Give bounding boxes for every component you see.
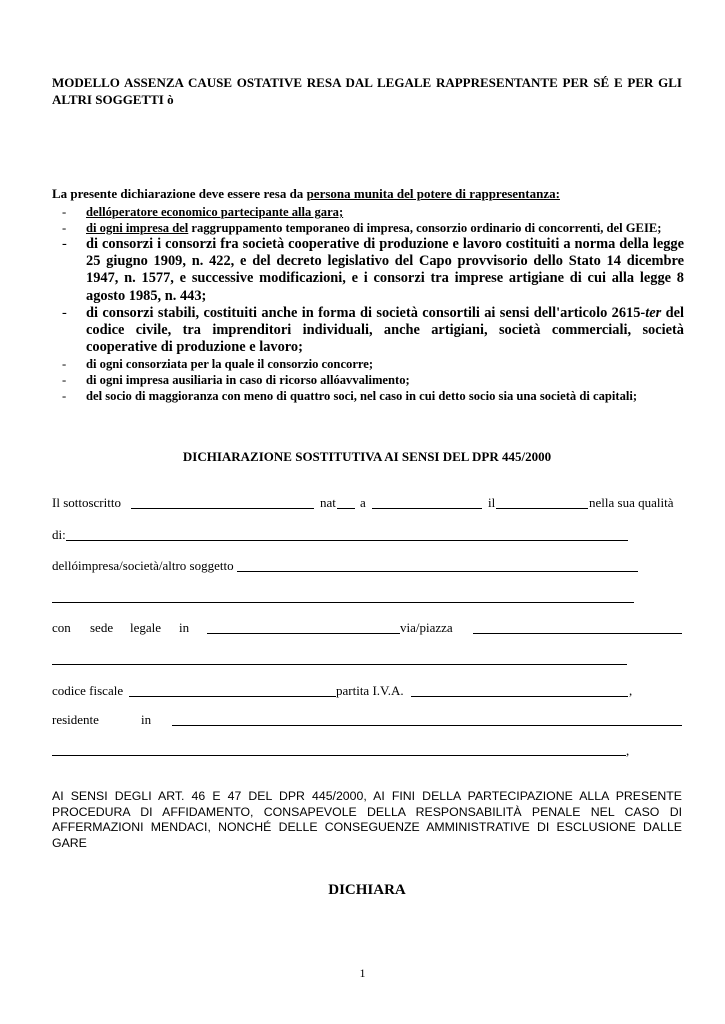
list-item — [52, 220, 684, 236]
label-nat: nat — [320, 495, 336, 510]
list-dash: - — [62, 389, 67, 404]
label-residente: residente — [52, 712, 99, 727]
label-il: il — [488, 495, 496, 510]
list-dash: - — [62, 221, 67, 235]
legal-declaration: AI SENSI DEGLI ART. 46 E 47 DEL DPR 445/2000, AI FINI DELLA PARTECIPAZIONE ALLA PRESENTE PROCEDURA DI AFFIDAMENTO, CONSAPEVOLE DELLA RESPONSABILITÀ PENALE NEL CASO DI AFFERMAZIONI MENDACI, NONCHÉ DELLE CONSEGUENZE AMMINISTRATIVE DI ESCLUSIONE DALLE GARE — [52, 789, 682, 850]
blank-birthdate[interactable] — [496, 508, 588, 509]
list-item — [52, 204, 684, 220]
intro-underlined: persona munita del potere di rappresentanza: — [306, 186, 560, 201]
item-text: di consorzi i consorzi fra società cooperative di produzione e lavoro costituiti a norma della legge 25 giugno 1909, n. 422, e del decreto legislativo del Capo provvisorio dello Stato 14 dicembre 1947, n. 1577, e successive modificazioni, e i consorzi tra imprese artigiane di cui alla legge 8 agosto 1985, n. 443; — [86, 236, 684, 304]
label-in: in — [179, 620, 190, 635]
label-sede: sede — [90, 620, 114, 635]
comma: , — [629, 683, 633, 698]
blank-company[interactable] — [237, 571, 638, 572]
list-item — [52, 388, 684, 404]
list-dash: - — [62, 236, 67, 252]
item-underlined: dellóperatore economico partecipante alla gara; — [86, 205, 344, 219]
label-via: via/piazza — [400, 620, 453, 635]
blank-gender[interactable] — [337, 508, 355, 509]
item-text: di ogni impresa ausiliaria in caso di ricorso allóavvalimento; — [86, 373, 410, 388]
blank-vat-number[interactable] — [411, 696, 628, 697]
page-number: 1 — [359, 966, 366, 980]
list-dash: - — [62, 373, 67, 388]
subject-list — [52, 204, 684, 404]
blank-role[interactable] — [66, 540, 628, 541]
item-text: raggruppamento temporaneo di impresa, consorzio ordinario di concorrenti, del GEIE; — [188, 221, 662, 235]
item-underlined: di ogni impresa del — [86, 221, 189, 235]
comma: , — [626, 743, 630, 758]
blank-birthplace[interactable] — [372, 508, 482, 509]
blank-company-continued[interactable] — [52, 602, 634, 603]
document-title: MODELLO ASSENZA CAUSE OSTATIVE RESA DAL LEGALE RAPPRESENTANTE PER SÉ E PER GLI ALTRI SOGGETTI ò — [52, 75, 682, 107]
blank-residence[interactable] — [172, 725, 682, 726]
label-sottoscritto: Il sottoscritto — [52, 495, 121, 510]
blank-name[interactable] — [131, 508, 314, 509]
item-text: del socio di maggioranza con meno di quattro soci, nel caso in cui detto socio sia una società di capitali; — [86, 389, 638, 404]
list-item — [52, 305, 684, 357]
blank-address-continued[interactable] — [52, 664, 627, 665]
list-dash: - — [62, 304, 67, 321]
list-item — [52, 236, 684, 305]
label-legale: legale — [130, 620, 162, 635]
list-dash: - — [62, 357, 67, 372]
label-a: a — [360, 495, 366, 510]
intro-text: La presente dichiarazione deve essere resa da — [52, 186, 307, 201]
item-text: di ogni consorziata per la quale il consorzio concorre; — [86, 357, 374, 372]
list-dash: - — [62, 205, 67, 219]
label-impresa: dellóimpresa/società/altro soggetto — [52, 558, 234, 573]
blank-residence-continued[interactable] — [52, 755, 626, 756]
blank-tax-code[interactable] — [129, 696, 336, 697]
dichiara-heading: DICHIARA — [328, 882, 406, 898]
blank-legal-seat[interactable] — [207, 633, 400, 634]
label-qualita: nella sua qualità — [589, 495, 674, 510]
item-italic: ter — [645, 304, 662, 321]
label-di: di: — [52, 527, 66, 542]
list-item — [52, 372, 684, 388]
label-partita-iva: partita I.V.A. — [336, 683, 404, 698]
label-codice-fiscale: codice fiscale — [52, 683, 124, 698]
label-con: con — [52, 620, 71, 635]
section-subtitle: DICHIARAZIONE SOSTITUTIVA AI SENSI DEL DPR 445/2000 — [182, 449, 552, 464]
blank-street[interactable] — [473, 633, 682, 634]
item-text: del codice civile, tra imprenditori individuali, anche artigiani, società commerciali, società cooperative di produzione e lavoro; — [86, 304, 684, 356]
list-item — [52, 356, 684, 372]
label-in-residence: in — [141, 712, 152, 727]
item-text: di consorzi stabili, costituiti anche in forma di società consortili ai sensi dell'articolo 2615- — [86, 304, 646, 321]
intro-paragraph — [52, 186, 682, 202]
